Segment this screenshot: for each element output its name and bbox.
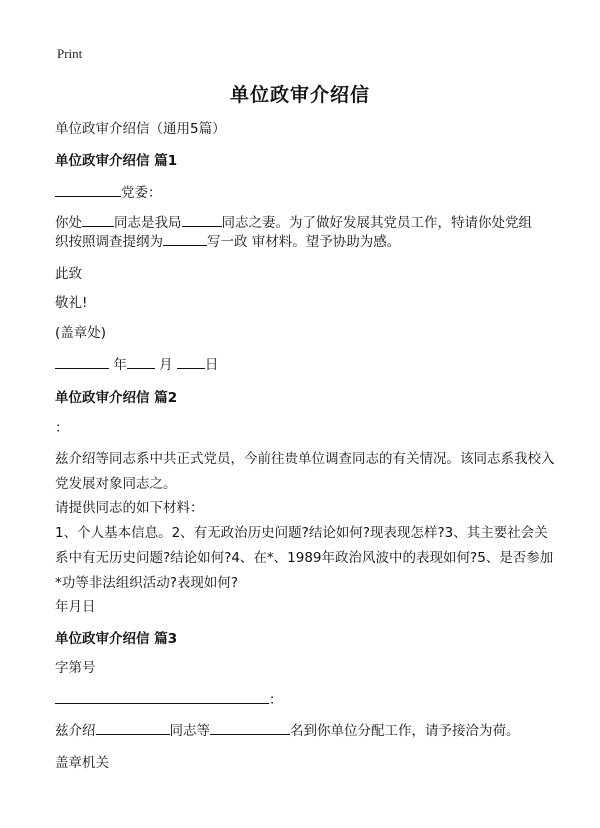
section3-ref: 字第号	[55, 660, 96, 676]
section1-closing1: 此致	[55, 266, 82, 282]
section3-addressee: ：	[55, 688, 560, 713]
blank-line	[96, 720, 170, 735]
section1-date: 年 月 日	[55, 353, 560, 378]
blank-line	[82, 212, 114, 227]
section1-closing2: 敬礼!	[55, 295, 88, 311]
document-title: 单位政审介绍信	[229, 84, 370, 106]
section3-seal: 盖章机关	[55, 755, 109, 771]
document-subtitle: 单位政审介绍信（通用5篇）	[55, 121, 226, 137]
section3-heading: 单位政审介绍信 篇3	[55, 631, 178, 647]
blank-line	[55, 354, 109, 369]
section1-heading: 单位政审介绍信 篇1	[55, 153, 178, 169]
section2-date: 年月日	[55, 599, 96, 615]
section2-request: 请提供同志的如下材料：	[55, 500, 204, 516]
section2-items: 1、个人基本信息。2、有无政治历史问题?结论如何?现表现怎样?3、其主要社会关系中有无历史问题?结论如何?4、在*、1989年政治风波中的表现如何?5、是否参加*功等非法组织活动?表现如何?	[55, 525, 554, 591]
section3-body: 兹介绍 同志等 名到你单位分配工作，请予接洽为荷。	[55, 719, 560, 744]
blank-line	[177, 354, 205, 369]
section2-heading: 单位政审介绍信 篇2	[55, 390, 178, 406]
blank-line	[127, 354, 155, 369]
blank-line	[182, 212, 222, 227]
blank-line	[55, 689, 269, 704]
section1-addressee: 党委：	[55, 181, 560, 206]
section1-seal: (盖章处)	[55, 325, 107, 341]
blank-line	[210, 720, 290, 735]
section2-body: 兹介绍等同志系中共正式党员，今前往贵单位调查同志的有关情况。该同志系我校入党发展对象同志之。	[55, 451, 555, 492]
section1-body-line1: 你处 同志是我局 同志之妻。为了做好发展其党员工作，特请你处党组	[55, 211, 560, 236]
blank-line	[55, 182, 121, 197]
section1-body-line2: 织按照调查提纲为 写一政 审材料。望予协助为感。	[55, 230, 560, 255]
blank-line	[163, 231, 207, 246]
section2-salutation: ：	[55, 420, 69, 436]
print-link[interactable]: Print	[57, 46, 83, 61]
